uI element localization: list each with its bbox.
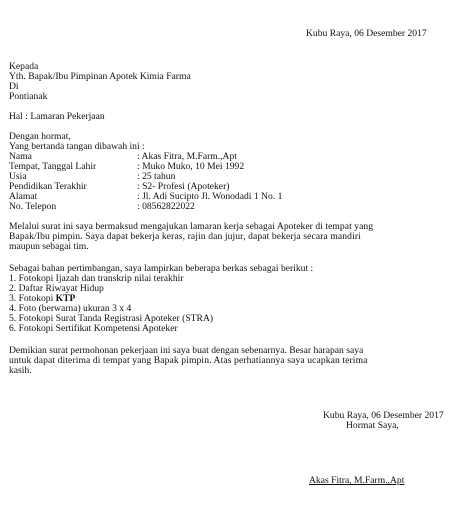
closing-paragraph-line: kasih. (9, 365, 32, 376)
list-item-text: 6. Fotokopi Sertifikat Kompetensi Apoteker (9, 323, 178, 334)
closing-paragraph-line: untuk dapat diterima di tempat yang Bapak pimpin. Atas perhatiannya saya ucapkan terima (9, 355, 368, 366)
identity-value: : 25 tahun (137, 171, 176, 182)
subject-line: Hal : Lamaran Pekerjaan (9, 111, 105, 122)
list-item-text: 3. Fotokopi (9, 293, 56, 304)
identity-label: Alamat (9, 191, 38, 202)
intro-line: Yang bertanda tangan dibawah ini : (9, 141, 145, 152)
recipient-at: Di (9, 81, 19, 92)
identity-label: No. Telepon (9, 201, 57, 212)
identity-label: Nama (9, 151, 32, 162)
identity-value: : Muko Muko, 10 Mei 1992 (137, 161, 245, 172)
identity-value: : Jl. Adi Sucipto Jl. Wonodadi 1 No. 1 (137, 191, 283, 202)
identity-label: Pendidikan Terakhir (9, 181, 87, 192)
greeting: Dengan hormat, (9, 131, 71, 142)
list-item-text: 2. Daftar Riwayat Hidup (9, 283, 104, 294)
signature-regards: Hormat Saya, (346, 420, 399, 431)
recipient-city: Pontianak (9, 91, 48, 102)
closing-paragraph-line: Demikian surat permohonan pekerjaan ini saya buat dengan sebenarnya. Besar harapan saya (9, 345, 364, 356)
body-paragraph-line: Bapak/Ibu pimpin. Saya dapat bekerja keras, rajin dan jujur, dapat bekerja secara mandiri (9, 231, 361, 242)
identity-value: : Akas Fitra, M.Farm.,Apt (137, 151, 237, 162)
list-item-text: 5. Fotokopi Surat Tanda Registrasi Apoteker (STRA) (9, 313, 214, 324)
attachments-intro: Sebagai bahan pertimbangan, saya lampirkan beberapa berkas sebagai berikut : (9, 263, 314, 274)
body-paragraph-line: maupun sebagai tim. (9, 241, 89, 252)
identity-value: : S2- Profesi (Apoteker) (137, 181, 230, 192)
signature-date: Kubu Raya, 06 Desember 2017 (323, 410, 444, 421)
body-paragraph-line: Melalui surat ini saya bermaksud mengajukan lamaran kerja sebagai Apoteker di tempat yang (9, 221, 374, 232)
recipient-to: Kepada (9, 61, 39, 72)
date-line: Kubu Raya, 06 Desember 2017 (306, 28, 427, 39)
identity-label: Usia (9, 171, 27, 182)
list-item (9, 323, 178, 334)
identity-label: Tempat, Tanggal Lahir (9, 161, 97, 172)
signature-name: Akas Fitra, M.Farm.,Apt (309, 475, 405, 486)
list-item-text: 1. Fotokopi Ijazah dan transkrip nilai terakhir (9, 273, 184, 284)
list-item-text: 4. Foto (berwarna) ukuran 3 x 4 (9, 303, 132, 314)
list-item-bold: KTP (55, 293, 76, 304)
identity-value: : 08562822022 (137, 201, 195, 212)
recipient-addressee: Yth. Bapak/Ibu Pimpinan Apotek Kimia Farma (9, 71, 191, 82)
